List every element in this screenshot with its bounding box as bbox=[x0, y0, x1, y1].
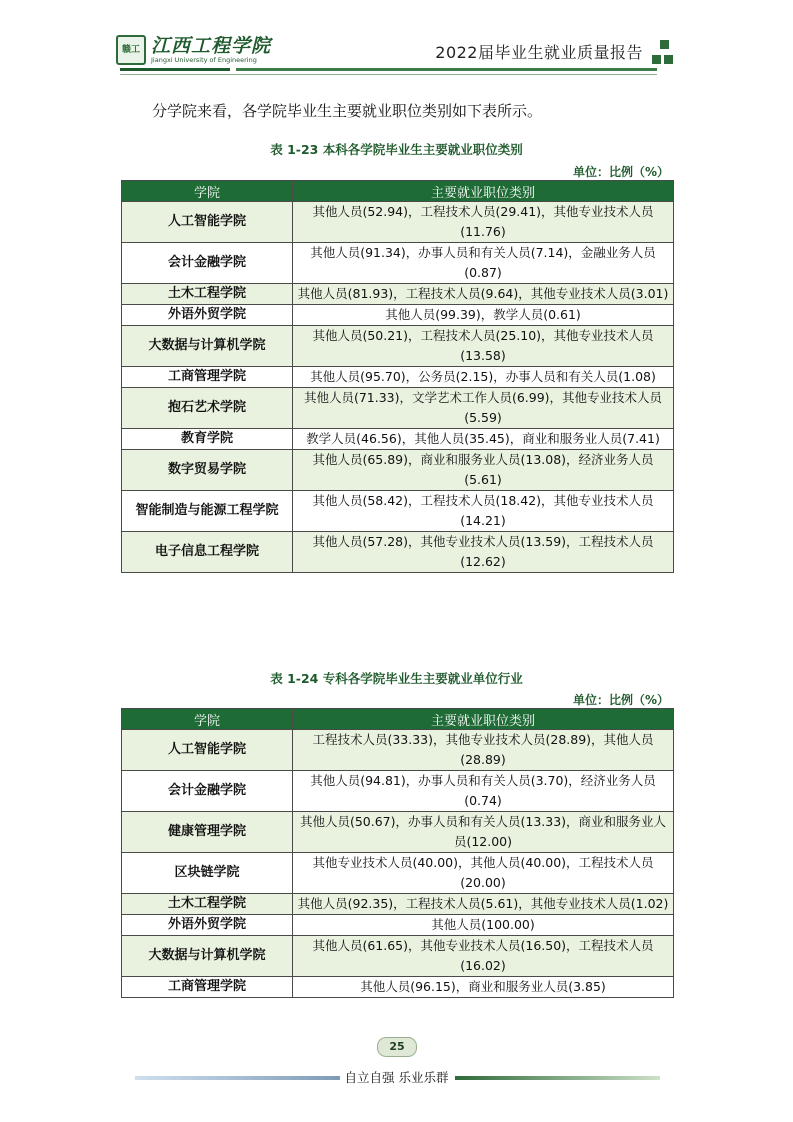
college-cell: 数字贸易学院 bbox=[122, 450, 293, 491]
corner-square-decoration bbox=[652, 55, 661, 64]
college-cell: 会计金融学院 bbox=[122, 771, 293, 812]
job-category-cell: 其他人员(91.34)，办事人员和有关人员(7.14)，金融业务人员(0.87) bbox=[293, 243, 674, 284]
job-category-cell: 其他人员(99.39)，教学人员(0.61) bbox=[293, 305, 674, 326]
job-category-cell: 工程技术人员(33.33)，其他专业技术人员(28.89)，其他人员(28.89) bbox=[293, 730, 674, 771]
table2-unit: 单位：比例（%） bbox=[572, 693, 669, 707]
table-header-row bbox=[122, 709, 674, 730]
job-category-cell: 其他人员(52.94)，工程技术人员(29.41)，其他专业技术人员(11.76) bbox=[293, 202, 674, 243]
table2-caption: 表 1-24 专科各学院毕业生主要就业单位行业 bbox=[270, 671, 523, 686]
table-row bbox=[122, 771, 674, 812]
corner-square-decoration bbox=[664, 55, 673, 64]
college-cell: 人工智能学院 bbox=[122, 730, 293, 771]
table-row bbox=[122, 977, 674, 998]
table-row bbox=[122, 812, 674, 853]
job-category-cell: 其他专业技术人员(40.00)，其他人员(40.00)，工程技术人员(20.00) bbox=[293, 853, 674, 894]
header-rule-left bbox=[120, 68, 230, 71]
college-cell: 土木工程学院 bbox=[122, 284, 293, 305]
job-category-cell: 其他人员(92.35)，工程技术人员(5.61)，其他专业技术人员(1.02) bbox=[293, 894, 674, 915]
college-cell: 工商管理学院 bbox=[122, 977, 293, 998]
table2 bbox=[121, 708, 674, 998]
table-row bbox=[122, 429, 674, 450]
table-row bbox=[122, 326, 674, 367]
column-header-jobs: 主要就业职位类别 bbox=[293, 181, 674, 202]
table1-unit: 单位：比例（%） bbox=[572, 165, 669, 179]
header-rule-thin bbox=[120, 74, 657, 75]
table-row bbox=[122, 532, 674, 573]
job-category-cell: 其他人员(94.81)，办事人员和有关人员(3.70)，经济业务人员(0.74) bbox=[293, 771, 674, 812]
logo-subtitle: Jiangxi University of Engineering bbox=[151, 56, 257, 64]
job-category-cell: 其他人员(57.28)，其他专业技术人员(13.59)，工程技术人员(12.62) bbox=[293, 532, 674, 573]
college-cell: 区块链学院 bbox=[122, 853, 293, 894]
college-cell: 抱石艺术学院 bbox=[122, 388, 293, 429]
page-number: 25 bbox=[377, 1037, 417, 1057]
logo-text bbox=[151, 36, 271, 64]
logo-name: 江西工程学院 bbox=[151, 35, 272, 57]
college-cell: 电子信息工程学院 bbox=[122, 532, 293, 573]
job-category-cell: 其他人员(61.65)，其他专业技术人员(16.50)，工程技术人员(16.02) bbox=[293, 936, 674, 977]
job-category-cell: 其他人员(95.70)，公务员(2.15)，办事人员和有关人员(1.08) bbox=[293, 367, 674, 388]
table-row bbox=[122, 388, 674, 429]
job-category-cell: 其他人员(100.00) bbox=[293, 915, 674, 936]
table-row bbox=[122, 450, 674, 491]
table-row bbox=[122, 367, 674, 388]
column-header-jobs: 主要就业职位类别 bbox=[293, 709, 674, 730]
college-cell: 人工智能学院 bbox=[122, 202, 293, 243]
college-cell: 工商管理学院 bbox=[122, 367, 293, 388]
college-cell: 教育学院 bbox=[122, 429, 293, 450]
job-category-cell: 其他人员(58.42)，工程技术人员(18.42)，其他专业技术人员(14.21) bbox=[293, 491, 674, 532]
footer-motto: 自立自强 乐业乐群 bbox=[344, 1070, 449, 1085]
university-emblem-icon: 赣工 bbox=[116, 35, 146, 65]
intro-paragraph: 分学院来看，各学院毕业生主要就业职位类别如下表所示。 bbox=[152, 102, 543, 120]
table-row bbox=[122, 305, 674, 326]
header-rule-main bbox=[236, 68, 657, 71]
job-category-cell: 其他人员(65.89)，商业和服务业人员(13.08)，经济业务人员(5.61) bbox=[293, 450, 674, 491]
job-category-cell: 教学人员(46.56)，其他人员(35.45)，商业和服务业人员(7.41) bbox=[293, 429, 674, 450]
table-row bbox=[122, 915, 674, 936]
college-cell: 外语外贸学院 bbox=[122, 305, 293, 326]
table1 bbox=[121, 180, 674, 573]
table-row bbox=[122, 243, 674, 284]
table-row bbox=[122, 853, 674, 894]
university-logo bbox=[116, 34, 271, 66]
corner-square-decoration bbox=[660, 40, 669, 49]
column-header-college: 学院 bbox=[122, 709, 293, 730]
table-row bbox=[122, 730, 674, 771]
college-cell: 土木工程学院 bbox=[122, 894, 293, 915]
table-row bbox=[122, 894, 674, 915]
job-category-cell: 其他人员(71.33)，文学艺术工作人员(6.99)，其他专业技术人员(5.59) bbox=[293, 388, 674, 429]
college-cell: 智能制造与能源工程学院 bbox=[122, 491, 293, 532]
table1-caption: 表 1-23 本科各学院毕业生主要就业职位类别 bbox=[270, 142, 523, 157]
table-header-row bbox=[122, 181, 674, 202]
job-category-cell: 其他人员(81.93)，工程技术人员(9.64)，其他专业技术人员(3.01) bbox=[293, 284, 674, 305]
column-header-college: 学院 bbox=[122, 181, 293, 202]
college-cell: 会计金融学院 bbox=[122, 243, 293, 284]
job-category-cell: 其他人员(50.67)，办事人员和有关人员(13.33)，商业和服务业人员(12.00) bbox=[293, 812, 674, 853]
table-row bbox=[122, 202, 674, 243]
college-cell: 大数据与计算机学院 bbox=[122, 326, 293, 367]
college-cell: 健康管理学院 bbox=[122, 812, 293, 853]
job-category-cell: 其他人员(50.21)，工程技术人员(25.10)，其他专业技术人员(13.58) bbox=[293, 326, 674, 367]
table-row bbox=[122, 284, 674, 305]
college-cell: 外语外贸学院 bbox=[122, 915, 293, 936]
report-title: 2022届毕业生就业质量报告 bbox=[435, 43, 643, 62]
college-cell: 大数据与计算机学院 bbox=[122, 936, 293, 977]
job-category-cell: 其他人员(96.15)，商业和服务业人员(3.85) bbox=[293, 977, 674, 998]
table-row bbox=[122, 491, 674, 532]
table-row bbox=[122, 936, 674, 977]
